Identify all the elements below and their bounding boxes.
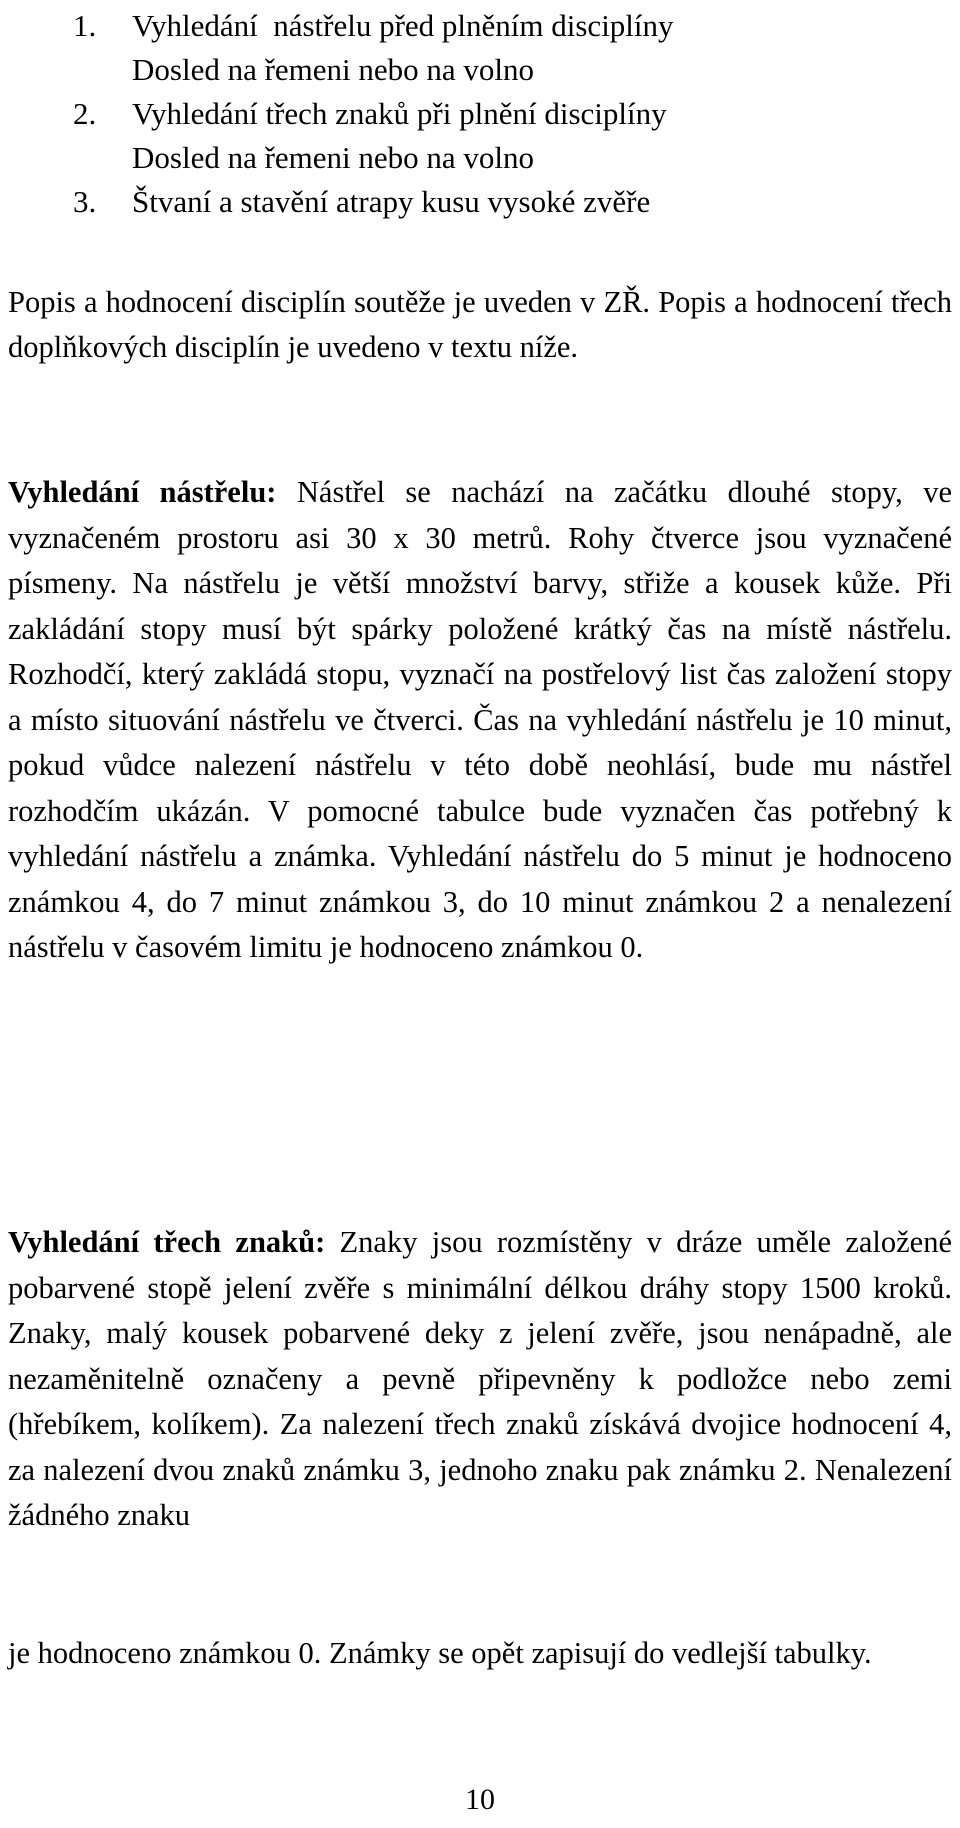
discipline-list [73,4,933,224]
list-item [73,4,933,48]
list-item-text: Štvaní a stavění atrapy kusu vysoké zvěře [132,184,651,219]
list-item-number: 2. [73,96,97,131]
list-item-subtext: Dosled na řemeni nebo na volno [132,52,535,87]
closing-paragraph: je hodnoceno známkou 0. Známky se opět zapisují do vedlejší tabulky. [8,1636,872,1670]
section-heading: Vyhledání nástřelu: [8,475,277,509]
list-item [73,92,933,136]
section-body: Nástřel se nachází na začátku dlouhé stopy, ve vyznačeném prostoru asi 30 x 30 metrů. Rohy čtverce jsou vyznačené písmeny. Na nástřelu je větší množství barvy, střiže a kousek kůže. Při zakládání stopy musí být spárky položené krátký čas na místě nástřelu. Rozhodčí, který zakládá stopu, vyznačí na postřelový list čas založení stopy a místo situování nástřelu ve čtverci. Čas na vyhledání nástřelu je 10 minut, pokud vůdce nalezení nástřelu v této době neohlásí, bude mu nástřel rozhodčím ukázán. V pomocné tabulce bude vyznačen čas potřebný k vyhledání nástřelu a známka. Vyhledání nástřelu do 5 minut je hodnoceno známkou 4, do 7 minut známkou 3, do 10 minut známkou 2 a nenalezení nástřelu v časovém limitu je hodnoceno známkou 0. [8,475,952,964]
intro-paragraph: Popis a hodnocení disciplín soutěže je uveden v ZŘ. Popis a hodnocení třech doplňkových disciplín je uvedeno v textu níže. [8,285,952,364]
list-item-number: 1. [73,8,97,43]
section-paragraph-shot-site [8,470,952,971]
list-item-text: Vyhledání třech znaků při plnění disciplíny [132,96,667,131]
section-paragraph-three-signs [8,1220,952,1539]
list-item-text: Vyhledání nástřelu před plněním disciplíny [132,8,674,43]
section-heading: Vyhledání třech znaků: [8,1225,326,1259]
list-item-number: 3. [73,184,97,219]
section-body: Znaky jsou rozmístěny v dráze uměle založené pobarvené stopě jelení zvěře s minimální délkou dráhy stopy 1500 kroků. Znaky, malý kousek pobarvené deky z jelení zvěře, jsou nenápadně, ale nezaměnitelně označeny a pevně připevněny k podložce nebo zemi (hřebíkem, kolíkem). Za nalezení třech znaků získává dvojice hodnocení 4, za nalezení dvou znaků známku 3, jednoho znaku pak známku 2. Nenalezení žádného znaku [8,1225,952,1532]
list-item-subtext: Dosled na řemeni nebo na volno [132,140,535,175]
list-item [73,180,933,224]
page-number: 10 [465,1783,495,1816]
